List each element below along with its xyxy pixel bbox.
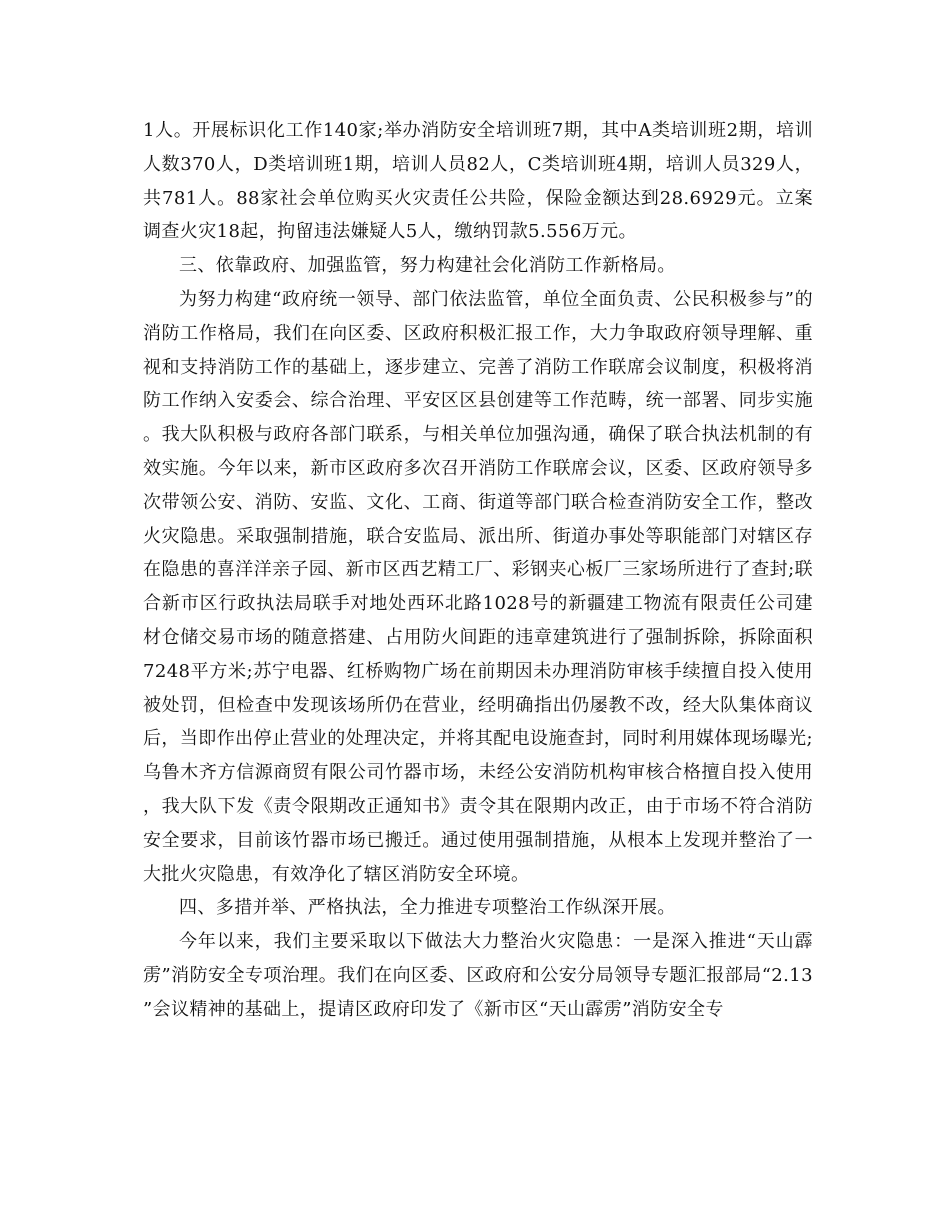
document-body xyxy=(143,114,813,1027)
section-heading-three: 三、依靠政府、加强监管，努力构建社会化消防工作新格局。 xyxy=(179,255,676,277)
paragraph-statistics: 1人。开展标识化工作140家;举办消防安全培训班7期，其中A类培训班2期，培训人数370人，D类培训班1期，培训人员82人，C类培训班4期，培训人员329人，共781人。88家社会单位购买火灾责任公共险，保险金额达到28.6929元。立案调查火灾18起，拘留违法嫌疑人5人，缴纳罚款5.556万元。 xyxy=(143,120,813,243)
section-heading-four: 四、多措并举、严格执法，全力推进专项整治工作纵深开展。 xyxy=(179,897,676,919)
paragraph-special-rectification: 今年以来，我们主要采取以下做法大力整治火灾隐患：一是深入推进“天山霹雳”消防安全专项治理。我们在向区委、区政府和公安分局领导专题汇报部局“2.13”会议精神的基础上，提请区政府印发了《新市区“天山霹雳”消防安全专 xyxy=(143,931,813,1020)
paragraph-government-supervision: 为努力构建“政府统一领导、部门依法监管，单位全面负责、公民积极参与”的消防工作格局，我们在向区委、区政府积极汇报工作，大力争取政府领导理解、重视和支持消防工作的基础上，逐步建立、完善了消防工作联席会议制度，积极将消防工作纳入安委会、综合治理、平安区区县创建等工作范畴，统一部署、同步实施。我大队积极与政府各部门联系，与相关单位加强沟通，确保了联合执法机制的有效实施。今年以来，新市区政府多次召开消防工作联席会议，区委、区政府领导多次带领公安、消防、安监、文化、工商、街道等部门联合检查消防安全工作，整改火灾隐患。采取强制措施，联合安监局、派出所、街道办事处等职能部门对辖区存在隐患的喜洋洋亲子园、新市区西艺精工厂、彩钢夹心板厂三家场所进行了查封;联合新市区行政执法局联手对地处西环北路1028号的新疆建工物流有限责任公司建材仓储交易市场的随意搭建、占用防火间距的违章建筑进行了强制拆除，拆除面积7248平方米;苏宁电器、红桥购物广场在前期因未办理消防审核手续擅自投入使用被处罚，但检查中发现该场所仍在营业，经明确指出仍屡教不改，经大队集体商议后，当即作出停止营业的处理决定，并将其配电设施查封，同时利用媒体现场曝光;乌鲁木齐方信源商贸有限公司竹器市场，未经公安消防机构审核合格擅自投入使用，我大队下发《责令限期改正通知书》责令其在限期内改正，由于市场不符合消防安全要求，目前该竹器市场已搬迁。通过使用强制措施，从根本上发现并整治了一大批火灾隐患，有效净化了辖区消防安全环境。 xyxy=(143,288,813,885)
